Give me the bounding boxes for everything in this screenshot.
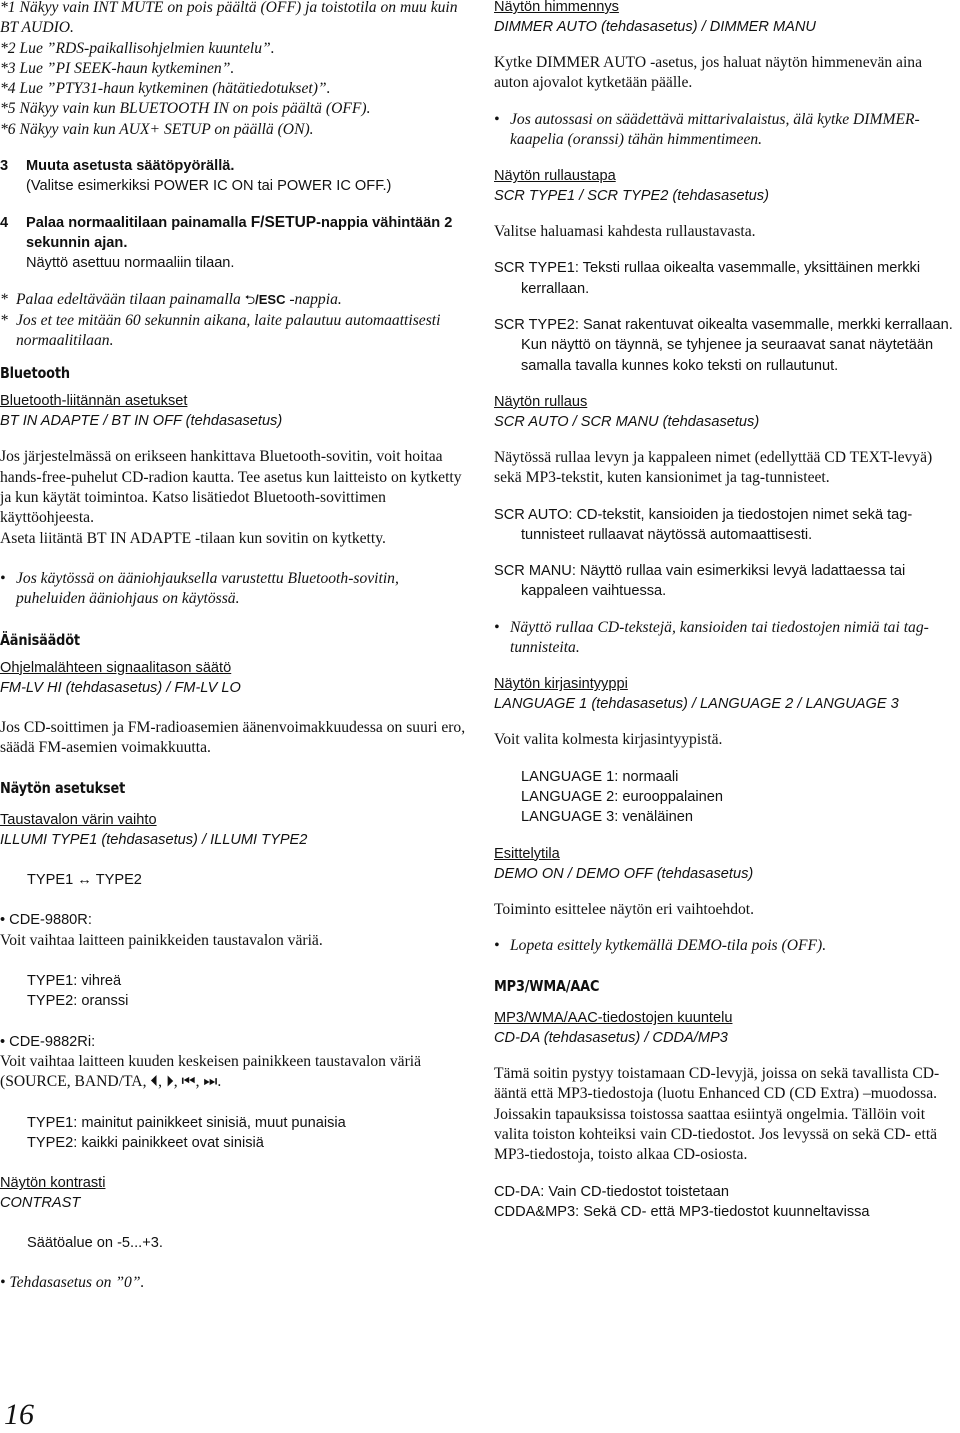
language-paragraph: Voit valita kolmesta kirjasintyypistä.: [494, 731, 723, 749]
footnote-text: Näkyy vain INT MUTE on pois päältä (OFF) ja toistotila on muu kuin BT AUDIO.: [0, 0, 458, 37]
step-title-a: Palaa normaalitilaan painamalla: [26, 214, 251, 231]
sound-heading: Äänisäädöt: [0, 630, 80, 649]
bullet-text: Näyttö rullaa CD-tekstejä, kansioiden tai tiedostojen nimiä tai tag-tunnisteita.: [510, 618, 929, 657]
page-number: 16: [4, 1398, 34, 1431]
footnote-6: [0, 120, 470, 140]
scroll-bullet: [494, 618, 954, 659]
footnote-mark: *1: [0, 0, 16, 16]
type1-label: TYPE1: [27, 872, 74, 889]
type-toggle: [0, 870, 470, 890]
language-subheading: Näytön kirjasintyyppi: [494, 676, 628, 693]
backlight-subheading: Taustavalon värin vaihto: [0, 812, 157, 829]
demo-paragraph: Toiminto esittelee näytön eri vaihtoehdot.: [494, 900, 755, 918]
step-detail: Näyttö asettuu normaaliin tilaan.: [26, 255, 235, 272]
scroll-type-value: SCR TYPE1 / SCR TYPE2 (tehdasasetus): [494, 188, 769, 205]
bluetooth-paragraph: Jos järjestelmässä on erikseen hankittava Bluetooth-sovitin, voit hoitaa hands-free-puhelut CD-radion kautta. Tee asetus kun laitteisto on kytketty ja kun käytät toimintoa. Katso lisätiedot Bluetooth-sovittimen käyttöohjeesta.: [0, 448, 462, 527]
bluetooth-value: BT IN ADAPTE / BT IN OFF (tehdasasetus): [0, 413, 283, 430]
step-3: [0, 156, 470, 197]
setup-button-label: F/SETUP: [250, 213, 317, 231]
type2-label: TYPE2: [95, 872, 142, 889]
star-text: Palaa edeltävään tilaan painamalla: [16, 290, 245, 308]
left-column: [0, 0, 470, 1294]
scroll-type-paragraph: Valitse haluamasi kahdesta rullaustavasta.: [494, 223, 756, 241]
star-text-b: -nappia.: [285, 290, 342, 308]
model-1-type2: TYPE2: oranssi: [27, 993, 129, 1010]
bullet-mark: •: [0, 569, 6, 587]
mp3-cdda: CD-DA: Vain CD-tiedostot toistetaan: [494, 1183, 729, 1200]
model-2-type1: TYPE1: mainitut painikkeet sinisiä, muut punaisia: [27, 1114, 346, 1131]
bullet-text: Jos autossasi on säädettävä mittarivalaistus, älä kytke DIMMER-kaapelia (oranssi) tähän himmentimeen.: [510, 110, 920, 148]
footnote-3: [0, 59, 470, 79]
dimmer-paragraph: Kytke DIMMER AUTO -asetus, jos haluat näytön himmenevän aina auton ajovalot kytketään päälle.: [494, 54, 923, 92]
step-title-b: -nappia vähintään 2 sekunnin ajan.: [26, 214, 453, 251]
footnote-text: Lue ”PTY31-haun kytkeminen (hätätiedotukset)”.: [19, 80, 331, 98]
bullet-text: Lopeta esittely kytkemällä DEMO-tila pois (OFF).: [510, 936, 827, 954]
contrast-note: • Tehdasasetus on ”0”.: [0, 1274, 145, 1292]
demo-bullet: [494, 936, 954, 956]
model-2-text: Voit vaihtaa laitteen kuuden keskeisen painikkeen taustavalon väriä (SOURCE, BAND/TA, ⏴, ⏵, ⏮, ⏭.: [0, 1052, 422, 1091]
contrast-subheading: Näytön kontrasti: [0, 1175, 106, 1192]
step-title: Muuta asetusta säätöpyörällä.: [26, 158, 235, 175]
footnote-5: [0, 99, 470, 119]
scroll-subheading: Näytön rullaus: [494, 393, 588, 410]
step-number: 3: [0, 158, 9, 175]
footnotes: [0, 0, 470, 140]
contrast-value: CONTRAST: [0, 1195, 81, 1212]
dimmer-bullet: [494, 110, 954, 151]
model-2-type2: TYPE2: kaikki painikkeet ovat sinisiä: [27, 1134, 264, 1151]
model-1-text: Voit vaihtaa laitteen painikkeiden taustavalon väriä.: [0, 931, 323, 949]
language-1: LANGUAGE 1: normaali: [521, 768, 679, 785]
scroll-type-subheading: Näytön rullaustapa: [494, 168, 616, 185]
bluetooth-bullet: [0, 569, 470, 610]
bluetooth-paragraph-2: Aseta liitäntä BT IN ADAPTE -tilaan kun sovitin on kytketty.: [0, 529, 386, 547]
dimmer-subheading: Näytön himmennys: [494, 0, 619, 15]
model-2-label: • CDE-9882Ri:: [0, 1033, 96, 1050]
step-title: [26, 213, 470, 254]
footnote-1: [0, 0, 470, 39]
star-note-2: [0, 311, 470, 352]
footnote-2: [0, 39, 470, 59]
star-note-1: [0, 290, 470, 311]
footnote-text: Näkyy vain kun BLUETOOTH IN on pois päältä (OFF).: [19, 100, 371, 118]
footnote-text: Lue ”PI SEEK-haun kytkeminen”.: [19, 59, 235, 77]
bullet-mark: •: [494, 110, 500, 128]
bullet-mark: •: [494, 618, 500, 636]
bullet-text: Jos käytössä on ääniohjauksella varustettu Bluetooth-sovitin, puheluiden ääniohjaus on käytössä.: [16, 569, 399, 608]
backlight-value: ILLUMI TYPE1 (tehdasasetus) / ILLUMI TYPE2: [0, 832, 308, 849]
scroll-type2: SCR TYPE2: Sanat rakentuvat oikealta vasemmalle, merkki kerrallaan. Kun näyttö on täynnä, se tyhjenee ja seuraavat sanat näytetään samalla tavalla kunnes koko teksti on rullautunut.: [494, 317, 953, 374]
mp3-heading: MP3/WMA/AAC: [494, 977, 600, 996]
right-column: [494, 0, 954, 1222]
mp3-cddamp3: CDDA&MP3: Sekä CD- että MP3-tiedostot kuunneltavissa: [494, 1203, 870, 1220]
sound-subheading: Ohjelmalähteen signaalitason säätö: [0, 659, 232, 676]
sound-paragraph: Jos CD-soittimen ja FM-radioasemien äänenvoimakkuudessa on suuri ero, säädä FM-asemien voimakkuutta.: [0, 718, 466, 756]
scroll-paragraph: Näytössä rullaa levyn ja kappaleen nimet (edellyttää CD TEXT-levyä) sekä MP3-tekstit, kuten kansionimet ja tag-tunnisteet.: [494, 448, 933, 487]
scroll-type1: SCR TYPE1: Teksti rullaa oikealta vasemmalle, yksittäinen merkki kerrallaan.: [494, 260, 921, 297]
footnote-mark: *4: [0, 80, 16, 98]
footnote-text: Lue ”RDS-paikallisohjelmien kuuntelu”.: [19, 39, 275, 57]
star-mark: *: [0, 311, 8, 329]
bluetooth-subheading: Bluetooth-liitännän asetukset: [0, 393, 188, 410]
toggle-arrow-icon: ↔: [77, 872, 92, 889]
footnote-mark: *5: [0, 100, 16, 118]
language-value: LANGUAGE 1 (tehdasasetus) / LANGUAGE 2 / LANGUAGE 3: [494, 696, 899, 713]
model-1-type1: TYPE1: vihreä: [27, 973, 122, 990]
contrast-range: Säätöalue on -5...+3.: [27, 1235, 163, 1252]
sound-value: FM-LV HI (tehdasasetus) / FM-LV LO: [0, 679, 241, 696]
star-mark: *: [0, 290, 8, 308]
mp3-value: CD-DA (tehdasasetus) / CDDA/MP3: [494, 1030, 728, 1047]
bluetooth-heading: Bluetooth: [0, 364, 70, 383]
return-arrow-icon: ⮌: [244, 292, 256, 308]
model-1-label: • CDE-9880R:: [0, 912, 92, 929]
footnote-text: Näkyy vain kun AUX+ SETUP on päällä (ON).: [19, 120, 314, 138]
step-detail: (Valitse esimerkiksi POWER IC ON tai POWER IC OFF.): [26, 178, 392, 195]
scroll-value: SCR AUTO / SCR MANU (tehdasasetus): [494, 413, 760, 430]
dimmer-value: DIMMER AUTO (tehdasasetus) / DIMMER MANU: [494, 19, 816, 35]
footnote-mark: *3: [0, 59, 16, 77]
footnote-4: [0, 79, 470, 99]
language-3: LANGUAGE 3: venäläinen: [521, 809, 693, 826]
footnote-mark: *6: [0, 120, 16, 138]
demo-value: DEMO ON / DEMO OFF (tehdasasetus): [494, 865, 754, 882]
language-2: LANGUAGE 2: eurooppalainen: [521, 788, 724, 805]
bullet-mark: •: [494, 936, 500, 954]
step-number: 4: [0, 214, 9, 231]
mp3-subheading: MP3/WMA/AAC-tiedostojen kuuntelu: [494, 1010, 733, 1027]
footnote-mark: *2: [0, 39, 16, 57]
demo-subheading: Esittelytila: [494, 845, 560, 862]
display-heading: Näytön asetukset: [0, 779, 126, 798]
mp3-paragraph: Tämä soitin pystyy toistamaan CD-levyjä, joissa on sekä tavallista CD-ääntä että MP3-tiedostoja (luotu Enhanced CD (CD Extra) –muodossa. Joissakin tapauksissa toistossa saattaa esiintyä ongelmia. Tällöin voit valita toiston kohteiksi vain CD-tiedostot. Jos levyssä on sekä CD- että MP3-tiedostoja, toisto alkaa CD-osiosta.: [494, 1065, 940, 1164]
scroll-manu: SCR MANU: Näyttö rullaa vain esimerkiksi levyä ladattaessa tai kappaleen vaihtuessa.: [494, 563, 906, 600]
step-4: [0, 213, 470, 274]
star-text: Jos et tee mitään 60 sekunnin aikana, laite palautuu automaattisesti normaalitilaan.: [16, 311, 441, 350]
esc-button-label: /ESC: [255, 291, 286, 307]
scroll-auto: SCR AUTO: CD-tekstit, kansioiden ja tiedostojen nimet sekä tag-tunnisteet rullaavat näytössä automaattisesti.: [494, 506, 913, 543]
